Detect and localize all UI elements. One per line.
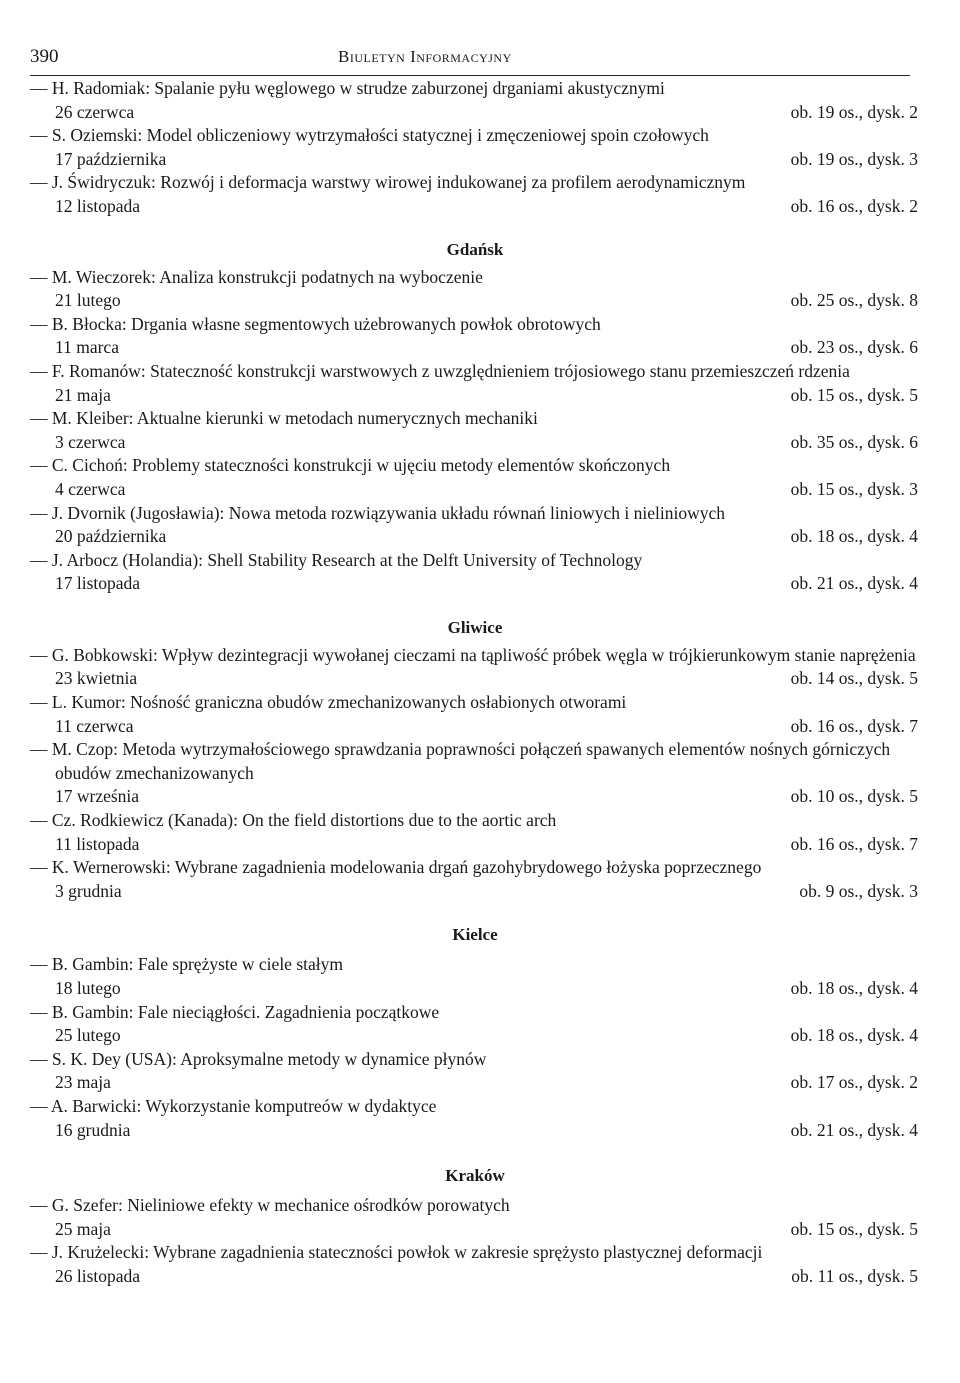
entry-date: 12 listopada: [55, 195, 141, 216]
entry-date: 11 marca: [55, 337, 119, 358]
entry-title: — S. Oziemski: Model obliczeniowy wytrzymałości statycznej i zmęczeniowej spoin czołowych: [30, 125, 709, 146]
section-krakow: [30, 1194, 920, 1288]
entry-title: — J. Arbocz (Holandia): Shell Stability Research at the Delft University of Technology: [30, 549, 643, 570]
entry: [30, 809, 920, 856]
entry-details: ob. 19 os., dysk. 3: [790, 148, 918, 169]
entry: [30, 691, 920, 738]
entry-date: 18 lutego: [55, 978, 121, 998]
entry-title: — C. Cichoń: Problemy stateczności konstrukcji w ujęciu metody elementów skończonych: [30, 455, 671, 476]
entry: [30, 454, 920, 501]
entry-title: — J. Krużelecki: Wybrane zagadnienia stateczności powłok w zakresie sprężysto plastycznej deformacji: [30, 1242, 763, 1263]
entry-details: ob. 11 os., dysk. 5: [791, 1265, 918, 1286]
entry-title: — B. Gambin: Fale nieciągłości. Zagadnienia początkowe: [30, 1001, 440, 1022]
entry: [30, 953, 920, 1000]
entry-date: 25 lutego: [55, 1025, 121, 1046]
entry: [30, 549, 920, 596]
entry: [30, 124, 920, 171]
section-continued: [30, 77, 920, 219]
entry: [30, 1095, 920, 1142]
entry-details: ob. 21 os., dysk. 4: [790, 573, 918, 594]
entry: [30, 738, 920, 809]
entry: [30, 313, 920, 360]
entry-details: ob. 16 os., dysk. 2: [790, 195, 918, 216]
section-heading-gliwice: Gliwice: [447, 617, 503, 637]
entry-title: — G. Bobkowski: Wpływ dezintegracji wywołanej cieczami na tąpliwość próbek węgla w trójkierunkowym stanie naprężenia: [30, 644, 916, 665]
section-gdansk: [30, 266, 920, 596]
entry: [30, 266, 920, 313]
section-kielce: [30, 953, 920, 1142]
entry-date: 21 maja: [55, 384, 111, 405]
entry-date: 21 lutego: [55, 290, 121, 311]
entry-details: ob. 15 os., dysk. 5: [790, 384, 918, 405]
entry-title: — J. Świdryczuk: Rozwój i deformacja warstwy wirowej indukowanej za profilem aerodynamicznym: [30, 172, 746, 193]
entry-title: — M. Wieczorek: Analiza konstrukcji podatnych na wyboczenie: [30, 266, 483, 287]
entry-date: 25 maja: [55, 1218, 111, 1239]
entry-title: — M. Kleiber: Aktualne kierunki w metodach numerycznych mechaniki: [30, 408, 538, 429]
running-title: Biuletyn Informacyjny: [338, 47, 512, 66]
entry-date: 26 czerwca: [55, 101, 135, 122]
entry-details: ob. 16 os., dysk. 7: [790, 715, 918, 736]
entry-details: ob. 18 os., dysk. 4: [790, 978, 918, 998]
entry-details: ob. 21 os., dysk. 4: [790, 1119, 918, 1140]
entry-details: ob. 14 os., dysk. 5: [790, 668, 918, 689]
entry: [30, 1194, 920, 1241]
entry-title: — G. Szefer: Nieliniowe efekty w mechanice ośrodków porowatych: [30, 1195, 510, 1216]
section-heading-krakow: Kraków: [445, 1166, 505, 1186]
entry-date: 17 października: [55, 148, 167, 169]
entry-title: — B. Błocka: Drgania własne segmentowych użebrowanych powłok obrotowych: [30, 313, 601, 334]
entry-title: — F. Romanów: Stateczność konstrukcji warstwowych z uwzględnieniem trójosiowego stanu przemieszczeń rdzenia: [30, 360, 850, 381]
entry-details: ob. 25 os., dysk. 8: [790, 290, 918, 311]
entry-date: 17 września: [55, 786, 140, 807]
entry-title: — K. Wernerowski: Wybrane zagadnienia modelowania drgań gazohybrydowego łożyska poprzecznego: [30, 857, 762, 878]
entry-date: 11 listopada: [55, 833, 140, 854]
entry-details: ob. 17 os., dysk. 2: [790, 1072, 918, 1093]
entry-title: — B. Gambin: Fale sprężyste w ciele stałym: [30, 954, 343, 975]
entry-details: ob. 23 os., dysk. 6: [790, 337, 918, 358]
lecture-list: [30, 77, 920, 1289]
entry-title: — L. Kumor: Nośność graniczna obudów zmechanizowanych osłabionych otworami: [30, 692, 627, 713]
entry-date: 16 grudnia: [55, 1119, 131, 1140]
entry-title: — M. Czop: Metoda wytrzymałościowego sprawdzania poprawności połączeń spawanych elementów nośnych górniczych obudów zmechanizowanych: [30, 739, 891, 783]
entry-date: 3 grudnia: [55, 880, 122, 901]
section-heading-gdansk: Gdańsk: [446, 239, 504, 259]
entry-date: 3 czerwca: [55, 431, 126, 452]
entry-title: — Cz. Rodkiewicz (Kanada): On the field distortions due to the aortic arch: [30, 810, 557, 831]
entry: [30, 644, 920, 691]
entry-details: ob. 16 os., dysk. 7: [790, 833, 918, 854]
page-number: 390: [30, 46, 59, 67]
section-heading-kielce: Kielce: [452, 925, 498, 945]
entry-details: ob. 9 os., dysk. 3: [799, 880, 918, 901]
entry-title: — S. K. Dey (USA): Aproksymalne metody w dynamice płynów: [30, 1048, 487, 1069]
entry-title: — J. Dvornik (Jugosławia): Nowa metoda rozwiązywania układu równań liniowych i nieliniowych: [30, 502, 725, 523]
entry-details: ob. 35 os., dysk. 6: [790, 431, 918, 452]
header-rule: [30, 75, 910, 76]
entry: [30, 171, 920, 218]
entry-details: ob. 15 os., dysk. 5: [790, 1218, 918, 1239]
entry: [30, 1048, 920, 1095]
entry-date: 17 listopada: [55, 573, 141, 594]
entry-date: 23 kwietnia: [55, 668, 138, 689]
entry-title: — H. Radomiak: Spalanie pyłu węglowego w strudze zaburzonej drganiami akustycznymi: [30, 78, 665, 98]
entry: [30, 856, 920, 903]
entry: [30, 1241, 920, 1288]
entry-details: ob. 18 os., dysk. 4: [790, 526, 918, 547]
entry-date: 4 czerwca: [55, 478, 126, 499]
entry-details: ob. 18 os., dysk. 4: [790, 1025, 918, 1046]
section-gliwice: [30, 644, 920, 904]
entry-title: — A. Barwicki: Wykorzystanie komputreów w dydaktyce: [30, 1095, 437, 1116]
entry: [30, 502, 920, 549]
entry-date: 20 października: [55, 526, 167, 547]
entry-details: ob. 10 os., dysk. 5: [790, 786, 918, 807]
page-header: [0, 0, 960, 84]
entry-details: ob. 19 os., dysk. 2: [790, 101, 918, 122]
entry-date: 26 listopada: [55, 1265, 141, 1286]
entry: [30, 407, 920, 454]
entry-details: ob. 15 os., dysk. 3: [790, 478, 918, 499]
entry: [30, 77, 920, 124]
entry-date: 11 czerwca: [55, 715, 134, 736]
entry: [30, 360, 920, 407]
entry: [30, 1001, 920, 1048]
entry-date: 23 maja: [55, 1072, 111, 1093]
